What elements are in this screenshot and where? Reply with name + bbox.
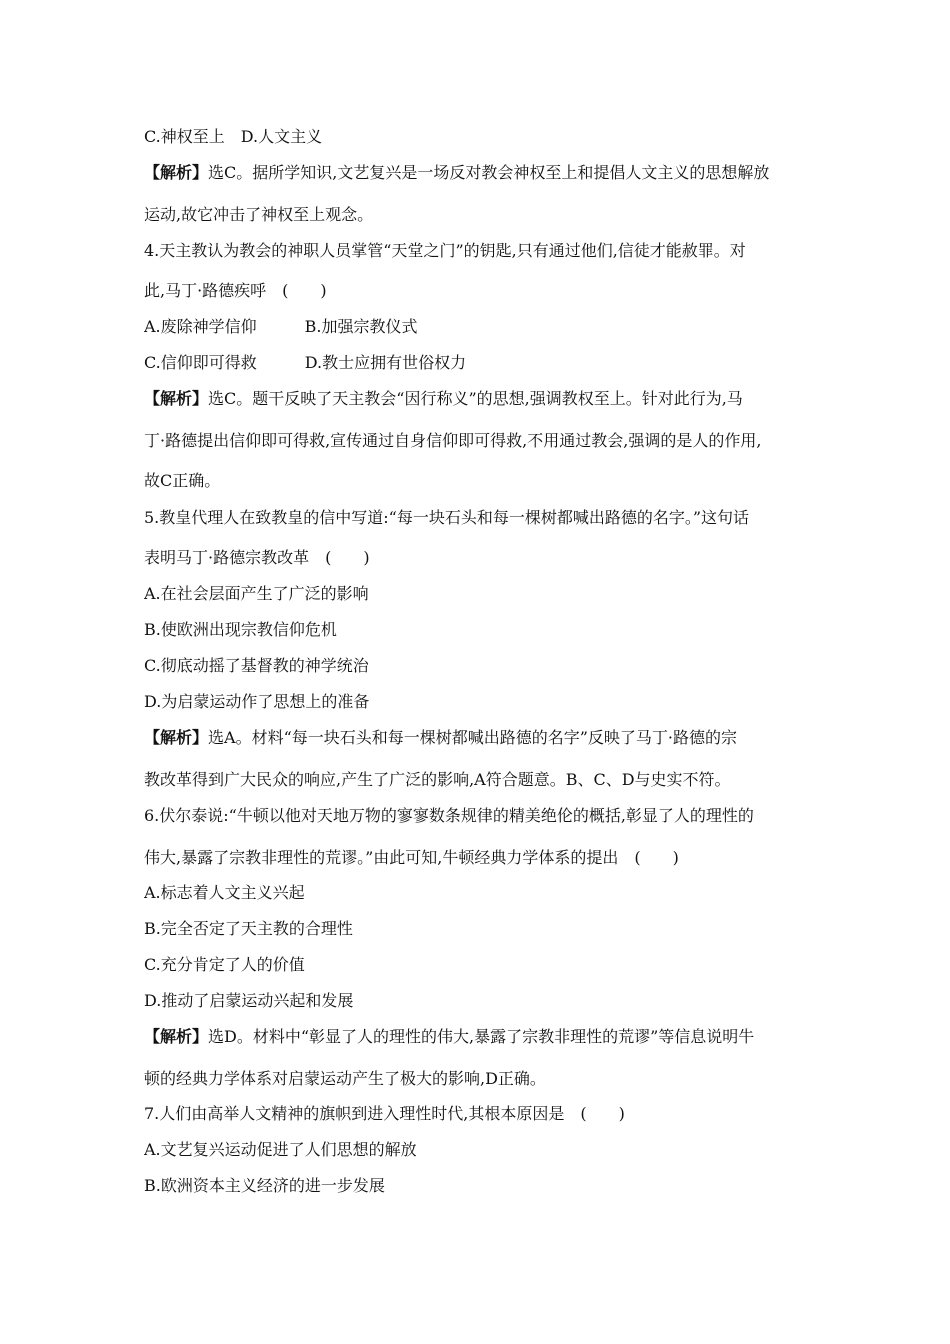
q4-stem-line-2: 此,马丁·路德疾呼 ( ) bbox=[144, 281, 327, 300]
option-d: D.教士应拥有世俗权力 bbox=[304, 353, 467, 372]
q4-options-ab bbox=[144, 317, 824, 337]
q6-option-a: A.标志着人文主义兴起 bbox=[144, 883, 305, 902]
q6-analysis-line-1 bbox=[144, 1027, 824, 1047]
analysis-text: 选C。据所学知识,文艺复兴是一场反对教会神权至上和提倡人文主义的思想解放 bbox=[208, 163, 770, 182]
analysis-label: 【解析】 bbox=[144, 389, 209, 408]
q4-analysis-line-1 bbox=[144, 389, 824, 409]
analysis-label: 【解析】 bbox=[144, 728, 209, 747]
analysis-label: 【解析】 bbox=[144, 163, 209, 182]
q5-option-d: D.为启蒙运动作了思想上的准备 bbox=[144, 692, 370, 711]
q5-option-b: B.使欧洲出现宗教信仰危机 bbox=[144, 620, 337, 639]
q3-analysis-line-2: 运动,故它冲击了神权至上观念。 bbox=[144, 205, 374, 224]
q6-analysis-line-2: 顿的经典力学体系对启蒙运动产生了极大的影响,D正确。 bbox=[144, 1069, 546, 1088]
analysis-text: 选D。材料中“彰显了人的理性的伟大,暴露了宗教非理性的荒谬”等信息说明牛 bbox=[208, 1027, 755, 1046]
option-b: B.加强宗教仪式 bbox=[304, 317, 418, 336]
q5-stem-line-1: 5.教皇代理人在致教皇的信中写道:“每一块石头和每一棵树都喊出路德的名字。”这句话 bbox=[144, 508, 750, 527]
q6-option-c: C.充分肯定了人的价值 bbox=[144, 955, 305, 974]
q5-option-a: A.在社会层面产生了广泛的影响 bbox=[144, 584, 369, 603]
q5-analysis-line-2: 教改革得到广大民众的响应,产生了广泛的影响,A符合题意。B、C、D与史实不符。 bbox=[144, 770, 731, 789]
q4-options-cd bbox=[144, 353, 824, 373]
option-c: C.信仰即可得救 bbox=[144, 353, 257, 372]
analysis-text: 选C。题干反映了天主教会“因行称义”的思想,强调教权至上。针对此行为,马 bbox=[208, 389, 743, 408]
q7-option-a: A.文艺复兴运动促进了人们思想的解放 bbox=[144, 1140, 417, 1159]
q7-stem: 7.人们由高举人文精神的旗帜到进入理性时代,其根本原因是 ( ) bbox=[144, 1104, 625, 1123]
analysis-text: 选A。材料“每一块石头和每一棵树都喊出路德的名字”反映了马丁·路德的宗 bbox=[208, 728, 738, 747]
q3-options-cd: C.神权至上 D.人文主义 bbox=[144, 127, 323, 146]
q5-option-c: C.彻底动摇了基督教的神学统治 bbox=[144, 656, 369, 675]
q4-stem-line-1: 4.天主教认为教会的神职人员掌管“天堂之门”的钥匙,只有通过他们,信徒才能赦罪。对 bbox=[144, 241, 746, 260]
q6-stem-line-1: 6.伏尔泰说:“牛顿以他对天地万物的寥寥数条规律的精美绝伦的概括,彰显了人的理性的 bbox=[144, 806, 754, 825]
q4-analysis-line-3: 故C正确。 bbox=[144, 471, 221, 490]
q5-stem-line-2: 表明马丁·路德宗教改革 ( ) bbox=[144, 548, 370, 567]
option-a: A.废除神学信仰 bbox=[144, 317, 257, 336]
analysis-label: 【解析】 bbox=[144, 1027, 209, 1046]
q5-analysis-line-1 bbox=[144, 728, 824, 748]
q3-analysis-line-1 bbox=[144, 163, 824, 183]
q6-option-b: B.完全否定了天主教的合理性 bbox=[144, 919, 353, 938]
q6-option-d: D.推动了启蒙运动兴起和发展 bbox=[144, 991, 354, 1010]
q7-option-b: B.欧洲资本主义经济的进一步发展 bbox=[144, 1176, 385, 1195]
q6-stem-line-2: 伟大,暴露了宗教非理性的荒谬。”由此可知,牛顿经典力学体系的提出 ( ) bbox=[144, 848, 679, 867]
q4-analysis-line-2: 丁·路德提出信仰即可得救,宣传通过自身信仰即可得救,不用通过教会,强调的是人的作用, bbox=[144, 431, 762, 450]
